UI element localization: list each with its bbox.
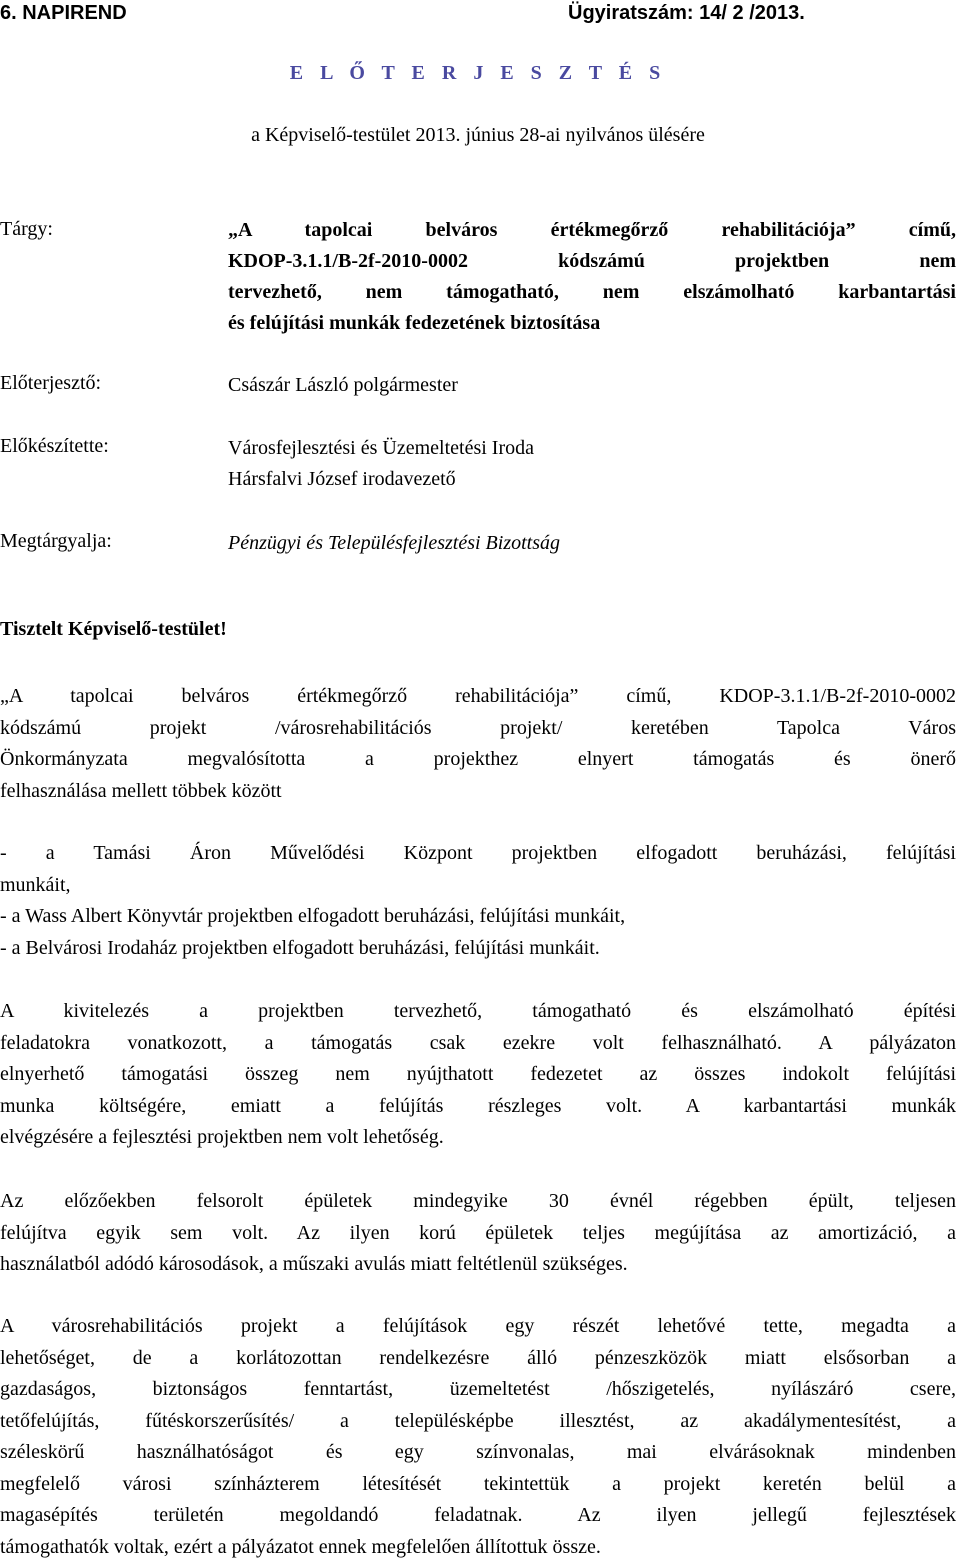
paragraph-line: „A tapolcai belváros értékmegőrző rehabilitációja” című, KDOP-3.1.1/B-2f-2010-0002 — [0, 685, 956, 707]
document-subtitle: a Képviselő-testület 2013. június 28-ai nyilvános ülésére — [251, 124, 705, 146]
paragraph-line: felújítva egyik sem volt. Az ilyen korú épületek teljes megújítása az amortizáció, a — [0, 1221, 956, 1244]
paragraph-line: használatból adódó károsodások, a műszaki avulás miatt feltétlenül szükséges. — [0, 1253, 628, 1275]
list-line: munkáit, — [0, 873, 71, 896]
paragraph-line: elvégzésére a fejlesztési projektben nem volt lehetőség. — [0, 1126, 444, 1148]
paragraph-line: lehetőséget, de a korlátozottan rendelkezésre álló pénzeszközök miatt elsősorban a — [0, 1346, 956, 1369]
prepared-value — [228, 433, 956, 495]
list-line: - a Belvárosi Irodaház projektben elfogadott beruházási, felújítási munkáit. — [0, 936, 600, 959]
paragraph-line: tetőfelújítás, fűtéskorszerűsítés/ a településképbe illesztést, az akadálymentesítést, a — [0, 1409, 956, 1432]
body-paragraph — [0, 681, 956, 807]
document-title: E L Ő T E R J E S Z T É S — [289, 62, 667, 84]
discussed-value: Pénzügyi és Településfejlesztési Bizottság — [228, 532, 561, 554]
body-paragraph — [0, 1311, 956, 1563]
prepared-line: Városfejlesztési és Üzemeltetési Iroda — [228, 437, 534, 459]
body-paragraph — [0, 996, 956, 1154]
paragraph-line: felhasználása mellett többek között — [0, 779, 282, 802]
paragraph-line: munka költségére, emiatt a felújítás részleges volt. A karbantartási munkák — [0, 1094, 956, 1117]
paragraph-line: széleskörű használhatóságot és egy színvonalas, mai elvárásoknak mindenben — [0, 1441, 956, 1463]
agenda-item-number: 6. NAPIREND — [0, 2, 127, 24]
paragraph-line: Önkormányzata megvalósította a projekthez elnyert támogatás és önerő — [0, 748, 956, 770]
subject-line: „A tapolcai belváros értékmegőrző rehabilitációja” című, — [228, 219, 956, 241]
file-number: Ügyiratszám: 14/ 2 /2013. — [568, 2, 805, 24]
prepared-line: Hársfalvi József irodavezető — [228, 468, 456, 490]
discussed-label: Megtárgyalja: — [0, 530, 112, 552]
list-line: - a Wass Albert Könyvtár projektben elfogadott beruházási, felújítási munkáit, — [0, 905, 626, 927]
paragraph-line: Az előzőekben felsorolt épületek mindegyike 30 évnél régebben épült, teljesen — [0, 1190, 956, 1212]
paragraph-line: gazdaságos, biztonságos fenntartást, üzemeltetést /hőszigetelés, nyílászáró csere, — [0, 1378, 956, 1400]
document-header — [0, 0, 956, 30]
paragraph-line: feladatokra vonatkozott, a támogatás csak ezekre volt felhasználható. A pályázaton — [0, 1031, 956, 1054]
subject-label: Tárgy: — [0, 218, 53, 240]
paragraph-line: A városrehabilitációs projekt a felújítások egy részét lehetővé tette, megadta a — [0, 1315, 956, 1337]
paragraph-line: kódszámú projekt /városrehabilitációs projekt/ keretében Tapolca Város — [0, 716, 956, 739]
subject-line: és felújítási munkák fedezetének biztosítása — [228, 312, 601, 334]
paragraph-line: A kivitelezés a projektben tervezhető, támogatható és elszámolható építési — [0, 1000, 956, 1022]
greeting: Tisztelt Képviselő-testület! — [0, 618, 227, 640]
subject-line: KDOP-3.1.1/B-2f-2010-0002 kódszámú projektben nem — [228, 250, 956, 272]
body-paragraph — [0, 1186, 956, 1281]
subject-value — [228, 215, 956, 339]
body-list — [0, 838, 956, 964]
paragraph-line: támogathatók voltak, ezért a pályázatot ennek megfelelően állítottuk össze. — [0, 1535, 601, 1558]
paragraph-line: megfelelő városi színházterem létesítését tekintettük a projekt keretén belül a — [0, 1472, 956, 1495]
subject-line: tervezhető, nem támogatható, nem elszámolható karbantartási — [228, 281, 956, 303]
list-line: - a Tamási Áron Művelődési Központ projektben elfogadott beruházási, felújítási — [0, 842, 956, 864]
presenter-label: Előterjesztő: — [0, 372, 102, 394]
presenter-value: Császár László polgármester — [228, 374, 458, 396]
paragraph-line: magasépítés területén megoldandó feladatnak. Az ilyen jellegű fejlesztések — [0, 1504, 956, 1526]
prepared-label: Előkészítette: — [0, 435, 109, 457]
paragraph-line: elnyerhető támogatási összeg nem nyújthatott fedezetet az összes indokolt felújítási — [0, 1063, 956, 1085]
